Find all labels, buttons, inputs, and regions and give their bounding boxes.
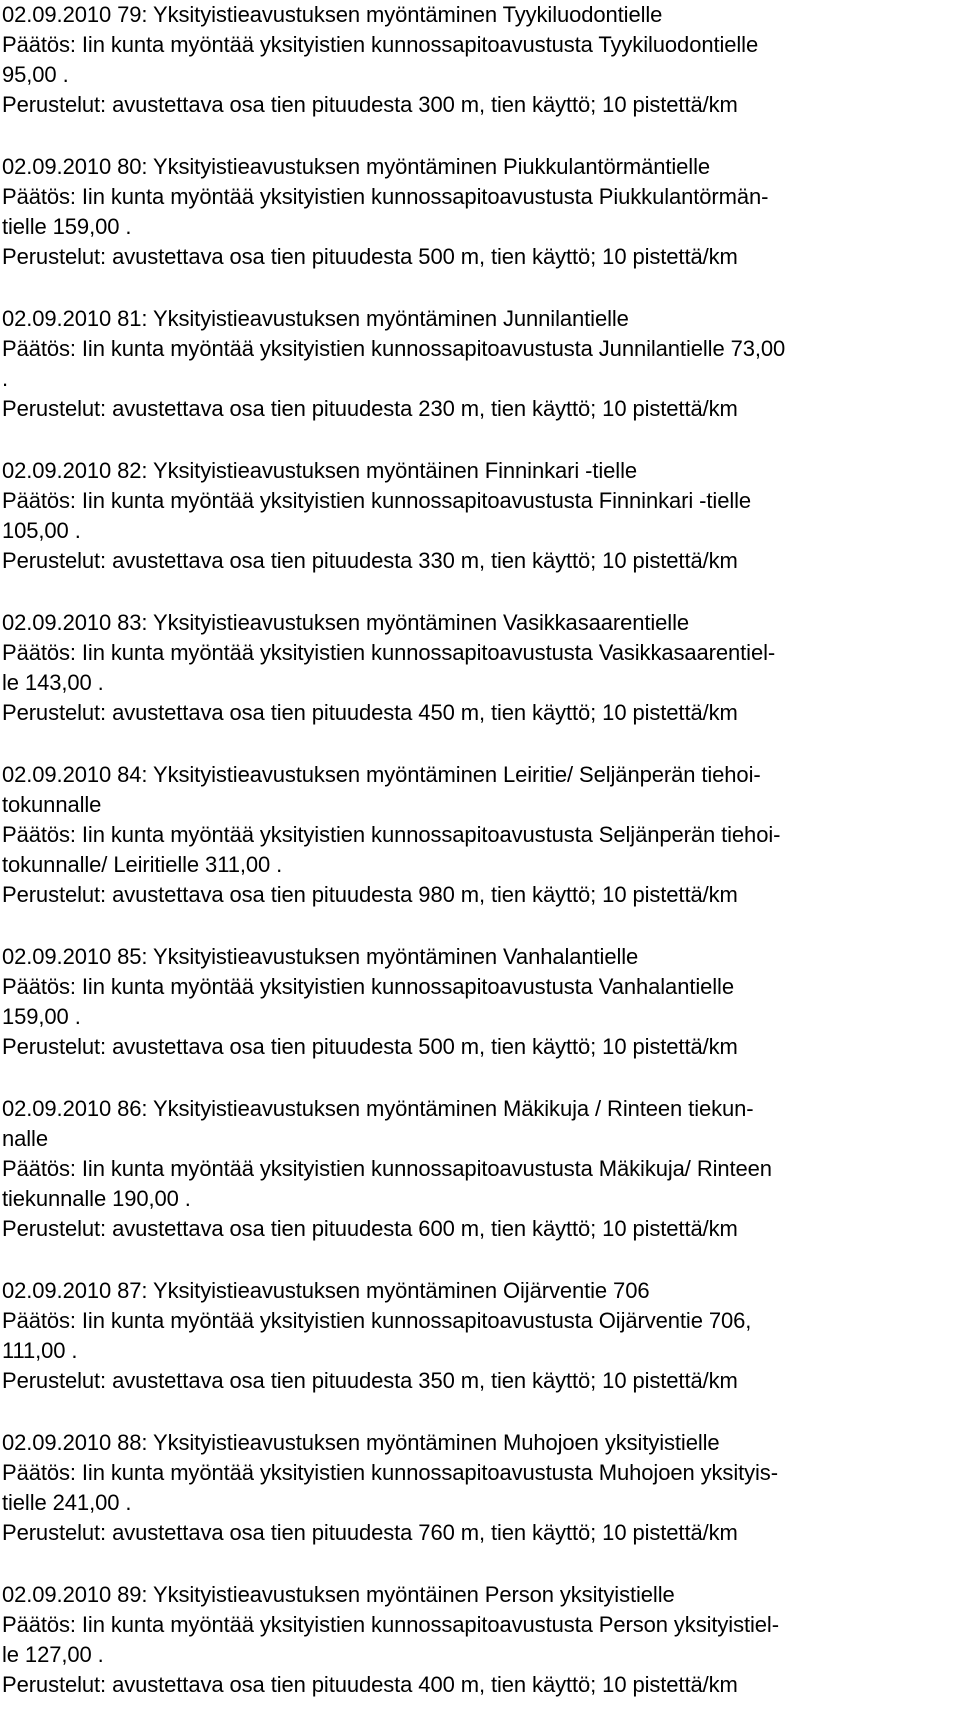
entry-text-line: Perustelut: avustettava osa tien pituudesta 400 m, tien käyttö; 10 pistettä/km: [2, 1672, 738, 1697]
decision-entry: [2, 1428, 960, 1548]
decision-entry: [2, 1580, 960, 1700]
entry-heading: 02.09.2010 80: Yksityistieavustuksen myöntäminen Piukkulantörmäntielle: [2, 154, 711, 179]
entry-text-line: Perustelut: avustettava osa tien pituudesta 300 m, tien käyttö; 10 pistettä/km: [2, 92, 738, 117]
entry-text-line: Päätös: Iin kunta myöntää yksityistien kunnossapitoavustusta Piukkulantörmän-: [2, 184, 769, 209]
entry-text-line: Päätös: Iin kunta myöntää yksityistien kunnossapitoavustusta Tyykiluodontielle: [2, 32, 759, 57]
entry-text-line: Päätös: Iin kunta myöntää yksityistien kunnossapitoavustusta Muhojoen yksityis-: [2, 1460, 778, 1485]
decision-entry: [2, 608, 960, 728]
entry-heading: 02.09.2010 82: Yksityistieavustuksen myöntäinen Finninkari -tielle: [2, 458, 638, 483]
entry-heading: 02.09.2010 85: Yksityistieavustuksen myöntäminen Vanhalantielle: [2, 944, 639, 969]
decision-entry: [2, 1094, 960, 1244]
decision-entry: [2, 1276, 960, 1396]
entry-text-line: Perustelut: avustettava osa tien pituudesta 230 m, tien käyttö; 10 pistettä/km: [2, 396, 738, 421]
entry-text-line: le 127,00 .: [2, 1642, 104, 1667]
entry-text-line: tokunnalle: [2, 792, 102, 817]
entry-text-line: tokunnalle/ Leiritielle 311,00 .: [2, 852, 283, 877]
entry-text-line: Perustelut: avustettava osa tien pituudesta 500 m, tien käyttö; 10 pistettä/km: [2, 1034, 738, 1059]
entry-heading: 02.09.2010 87: Yksityistieavustuksen myöntäminen Oijärventie 706: [2, 1278, 650, 1303]
entry-text-line: tiekunnalle 190,00 .: [2, 1186, 191, 1211]
entry-text-line: Perustelut: avustettava osa tien pituudesta 350 m, tien käyttö; 10 pistettä/km: [2, 1368, 738, 1393]
entry-text-line: Päätös: Iin kunta myöntää yksityistien kunnossapitoavustusta Vanhalantielle: [2, 974, 734, 999]
decision-entry: [2, 304, 960, 424]
entry-text-line: Päätös: Iin kunta myöntää yksityistien kunnossapitoavustusta Oijärventie 706,: [2, 1308, 752, 1333]
entry-text-line: 95,00 .: [2, 62, 69, 87]
entry-text-line: Päätös: Iin kunta myöntää yksityistien kunnossapitoavustusta Finninkari -tielle: [2, 488, 752, 513]
decision-entry: [2, 942, 960, 1062]
entry-text-line: Päätös: Iin kunta myöntää yksityistien kunnossapitoavustusta Person yksityistiel-: [2, 1612, 779, 1637]
entry-text-line: Perustelut: avustettava osa tien pituudesta 980 m, tien käyttö; 10 pistettä/km: [2, 882, 738, 907]
decision-entry: [2, 152, 960, 272]
entry-heading: 02.09.2010 81: Yksityistieavustuksen myöntäminen Junnilantielle: [2, 306, 629, 331]
entry-text-line: tielle 241,00 .: [2, 1490, 132, 1515]
entry-text-line: Perustelut: avustettava osa tien pituudesta 500 m, tien käyttö; 10 pistettä/km: [2, 244, 738, 269]
decision-entry: [2, 760, 960, 910]
entry-text-line: Perustelut: avustettava osa tien pituudesta 330 m, tien käyttö; 10 pistettä/km: [2, 548, 738, 573]
entry-text-line: Perustelut: avustettava osa tien pituudesta 450 m, tien käyttö; 10 pistettä/km: [2, 700, 738, 725]
entry-heading: 02.09.2010 88: Yksityistieavustuksen myöntäminen Muhojoen yksityistielle: [2, 1430, 720, 1455]
entry-text-line: Perustelut: avustettava osa tien pituudesta 760 m, tien käyttö; 10 pistettä/km: [2, 1520, 738, 1545]
entry-text-line: .: [2, 366, 9, 391]
entry-text-line: 159,00 .: [2, 1004, 81, 1029]
entry-text-line: 105,00 .: [2, 518, 81, 543]
entry-text-line: Päätös: Iin kunta myöntää yksityistien kunnossapitoavustusta Mäkikuja/ Rinteen: [2, 1156, 772, 1181]
entry-text-line: nalle: [2, 1126, 48, 1151]
entry-text-line: tielle 159,00 .: [2, 214, 132, 239]
entry-text-line: Päätös: Iin kunta myöntää yksityistien kunnossapitoavustusta Seljänperän tiehoi-: [2, 822, 781, 847]
decision-entry: [2, 456, 960, 576]
entry-text-line: le 143,00 .: [2, 670, 104, 695]
entry-heading: 02.09.2010 86: Yksityistieavustuksen myöntäminen Mäkikuja / Rinteen tiekun-: [2, 1096, 754, 1121]
entry-heading: 02.09.2010 89: Yksityistieavustuksen myöntäinen Person yksityistielle: [2, 1582, 675, 1607]
entry-heading: 02.09.2010 84: Yksityistieavustuksen myöntäminen Leiritie/ Seljänperän tiehoi-: [2, 762, 761, 787]
entry-text-line: 111,00 .: [2, 1338, 78, 1363]
entry-text-line: Perustelut: avustettava osa tien pituudesta 600 m, tien käyttö; 10 pistettä/km: [2, 1216, 738, 1241]
entry-text-line: Päätös: Iin kunta myöntää yksityistien kunnossapitoavustusta Junnilantielle 73,00: [2, 336, 786, 361]
entry-text-line: Päätös: Iin kunta myöntää yksityistien kunnossapitoavustusta Vasikkasaarentiel-: [2, 640, 776, 665]
entry-heading: 02.09.2010 83: Yksityistieavustuksen myöntäminen Vasikkasaarentielle: [2, 610, 690, 635]
decision-entry: [2, 0, 960, 120]
entry-heading: 02.09.2010 79: Yksityistieavustuksen myöntäminen Tyykiluodontielle: [2, 2, 663, 27]
